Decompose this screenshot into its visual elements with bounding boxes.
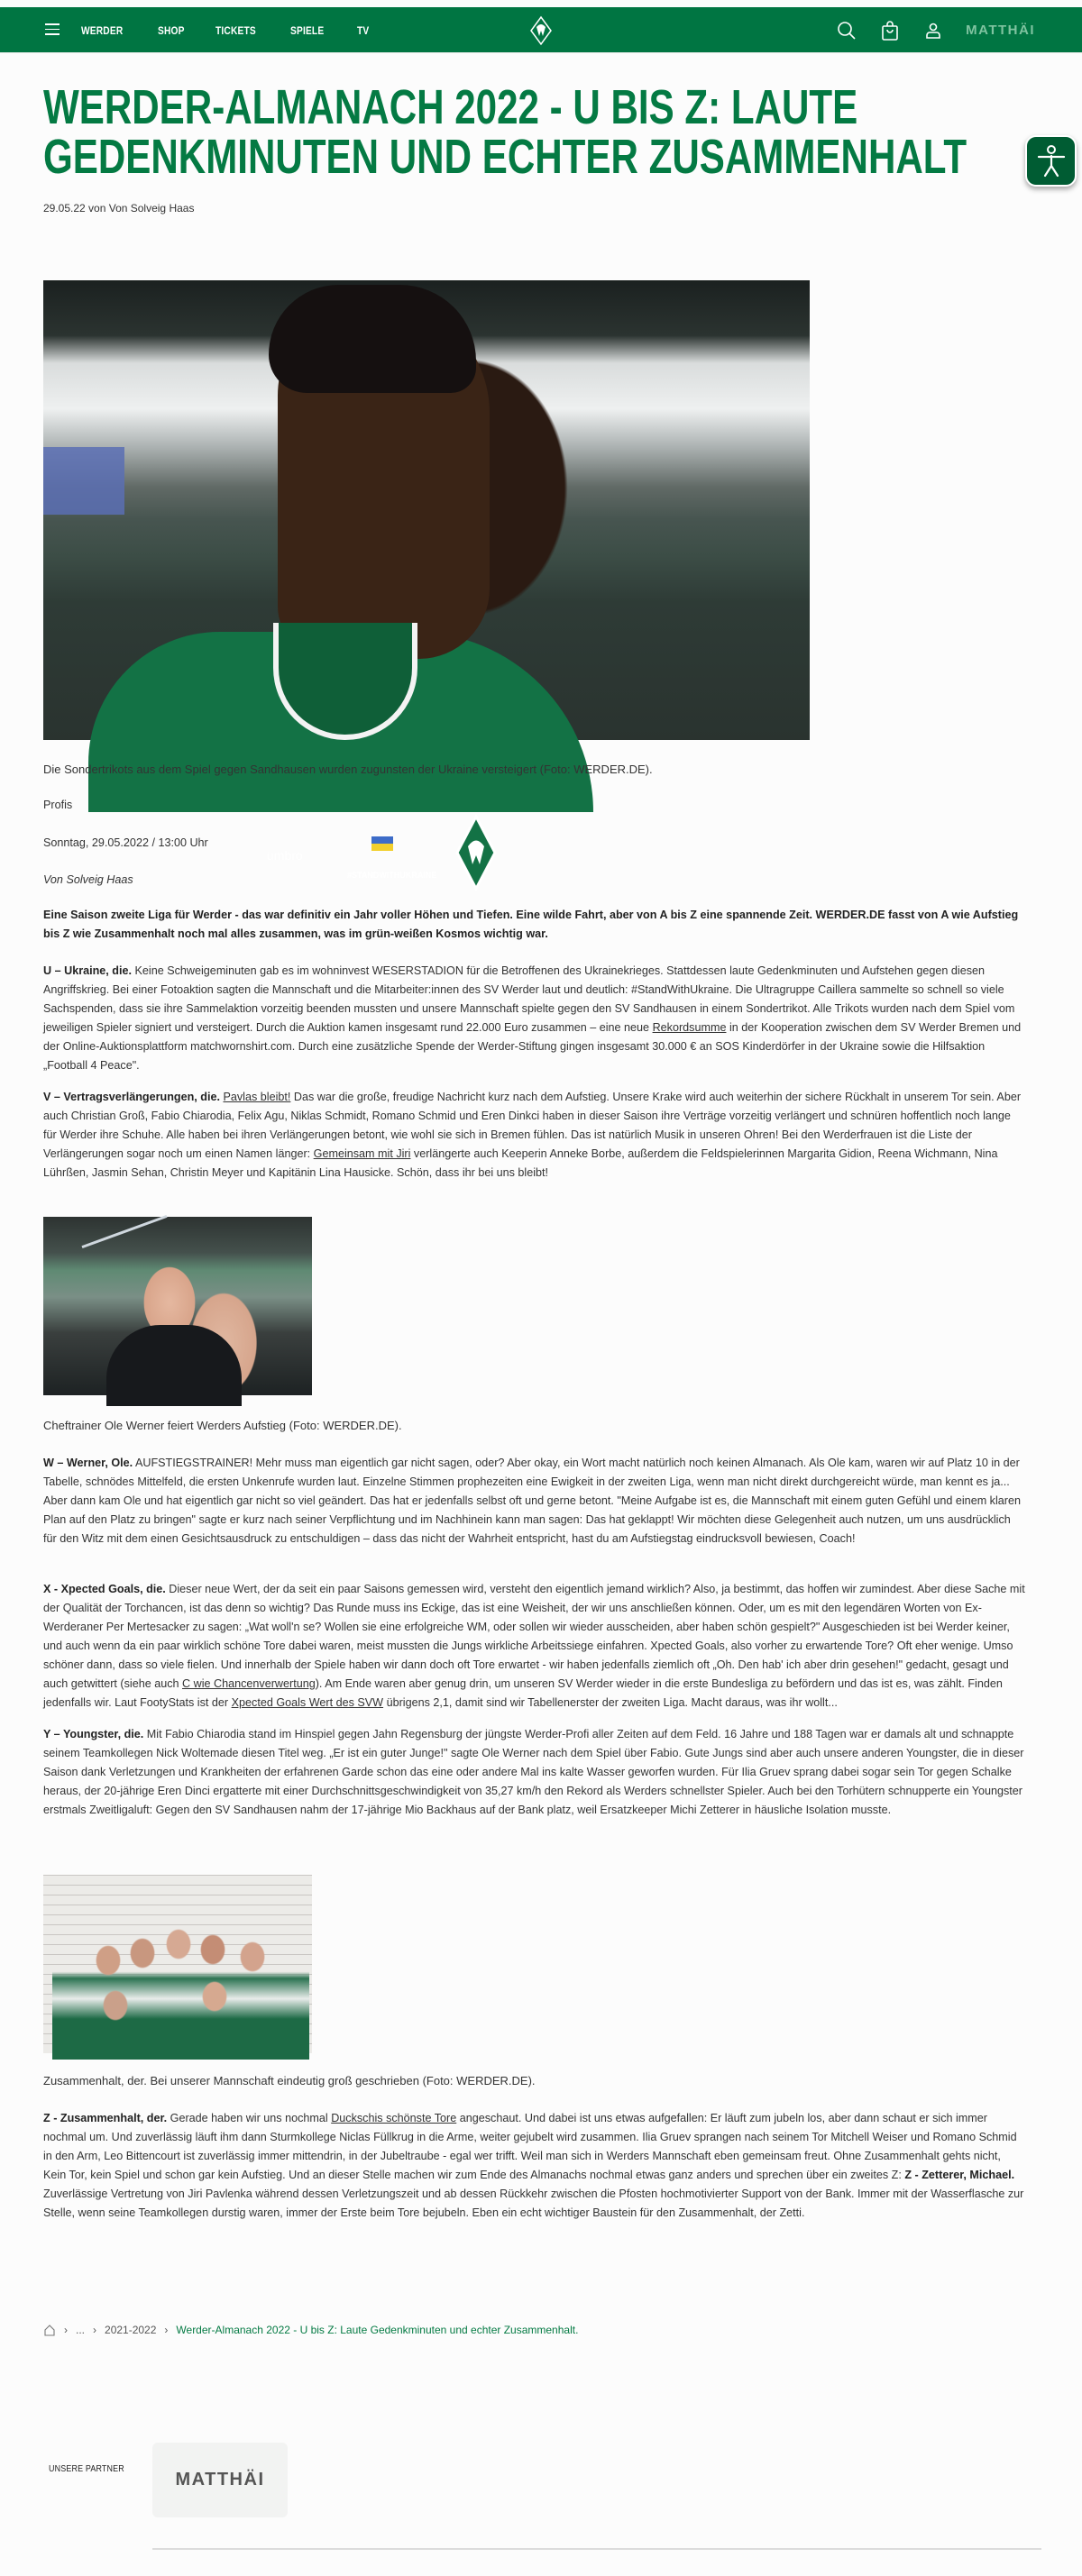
section-x: [43, 1580, 1026, 1713]
section-heading: V – Vertragsverlängerungen, die.: [43, 1091, 220, 1103]
stadium-roof: [82, 1215, 168, 1248]
title-line-2: GEDENKMINUTEN UND ECHTER ZUSAMMENHALT: [43, 130, 967, 184]
link-duckschis-tore[interactable]: Duckschis schönste Tore: [331, 2112, 457, 2124]
section-text: Keine Schweigeminuten gab es im wohninvest WESERSTADION für die Betroffenen des Ukrainekrieges. Stattdessen laute Gedenkminuten und Aufstehen gegen diesen Angriffskrieg. Bei einer Fotoaktion sagten die Mannschaft und die Mitarbeiter:innen des SV Werder laut und deutlich: #StandWithUkraine. Die Ultragruppe Caillera sammelte so schnell so viele Sachspenden, dass sie ihre Sammelaktion vorzeitig beenden mussten und unsere Mannschaft spielte gegen den SV Sandhausen in einem Sondertrikot. Alle Trikots wurden nach dem Spiel vom jeweiligen Spieler signiert und versteigert. Durch die Auktion kamen insgesamt rund 22.000 Euro zusammen – eine neue: [43, 964, 1015, 1034]
section-text: Zuverlässige Vertretung von Jiri Pavlenka während dessen Verletzungszeit und ab dessen Rückkehr zwischen die Pfosten hochmotivierter Support von der Bank. Immer mit der Wasserflasche zur Stelle, wenn seine Teamkollegen durstig waren, immer der Erste beim Tore bejubeln. Eben ein echt wichtiger Baustein für den Zusammenhalt, der Zetti.: [43, 2188, 1024, 2219]
top-navigation-bar: [0, 7, 1082, 53]
section-text: verlängerte auch Keeperin Anneke Borbe, außerdem die Feldspielerinnen Margarita Gidion, Reena Wichmann, Nina Lührßen, Jasmin Sehan, Christin Meyer und Kapitänin Lina Hausicke. Schön, dass ihr bei uns bleibt!: [43, 1147, 998, 1179]
shopping-bag-icon[interactable]: [879, 20, 901, 41]
coach-jacket: [106, 1325, 242, 1406]
breadcrumb-ellipsis[interactable]: ...: [76, 2324, 86, 2336]
chevron-right-icon: ›: [164, 2324, 169, 2336]
section-text: angeschaut. Und dabei ist uns etwas aufgefallen: Er läuft zum jubeln los, aber dann schaut er sich immer nochmal um. Und zuverlässig läuft ihm dann Sturmkollege Niclas Füllkrug in die Arme, weiter gejubelt wird zusammen. Ilia Gruev sprangen nach seinem Tor Mitchell Weiser und Romano Schmid in den Arm, Leo Bittencourt ist zuverlässig immer mittendrin, in der Jubeltraube - egal wer trifft. Weil man sich in Werders Mannschaft eben gemeinsam freut. Ohne Zusammenhalt gehts nicht, Kein Tor, kein Spiel und schon gar kein Aufstieg. Und an dieser Stelle machen wir zum Ende des Almanachs nochmal etwas ganz anders und sprechen über ein zweites Z:: [43, 2112, 1017, 2181]
section-u: [43, 962, 1026, 1075]
link-pavlas-bleibt[interactable]: Pavlas bleibt!: [223, 1091, 291, 1103]
section-y: [43, 1725, 1026, 1820]
section-heading: Z - Zusammenhalt, der.: [43, 2112, 168, 2124]
article-meta: 29.05.22 von Von Solveig Haas: [43, 202, 195, 215]
nav-shop[interactable]: SHOP: [157, 23, 185, 37]
article-author: Von Solveig Haas: [43, 873, 133, 886]
team-caption: Zusammenhalt, der. Bei unserer Mannschaft eindeutig groß geschrieben (Foto: WERDER.DE).: [43, 2074, 536, 2087]
team-group: [52, 1924, 309, 2060]
nav-tv[interactable]: TV: [356, 23, 370, 37]
werner-photo: [43, 1217, 312, 1395]
section-text: Das war die große, freudige Nachricht kurz nach dem Aufstieg. Unsere Krake wird auch weiterhin der sichere Rückhalt in unserem Tor sein. Aber auch Christian Groß, Fabio Chiarodia, Felix Agu, Niklas Schmidt, Romano Schmid und Eren Dinkci haben in dieser Saison ihre Verträge vorzeitig verlängert und schnüren hoffentlich noch lange für Werder ihre Schuhe. Alle haben bei ihren Verlängerungen betont, wie wohl sie sich in Bremen fühlen. Das ist natürlich Musik in unseren Ohren! Bei den Werderfrauen ist die Liste der Verlängerungen sogar noch um einen Namen länger:: [43, 1091, 1022, 1160]
breadcrumb-season[interactable]: 2021-2022: [105, 2324, 157, 2336]
article-category: Profis: [43, 799, 73, 811]
accessibility-button[interactable]: [1025, 135, 1077, 187]
team-photo: [43, 1875, 312, 2053]
partners-label: UNSERE PARTNER: [49, 2463, 124, 2474]
nav-spiele[interactable]: SPIELE: [290, 23, 325, 37]
accessibility-icon: [1036, 144, 1067, 178]
section-text: Dieser neue Wert, der da seit ein paar Saisons gemessen wird, versteht den eigentlich jemand wirklich? Also, ja bestimmt, das hoffen wir zumindest. Aber diese Sache mit der Qualität der Torchancen, ist das denn so wichtig? Das Runde muss ins Eckige, das ist eine Weisheit, der wir uns anschließen können. Oder, um es mit den legendären Worten von Ex-Werderaner Per Mertesacker zu sagen: „Wat woll'n se? Wollen sie eine erfolgreiche WM, oder sollen wir wieder ausscheiden, aber haben schön gespielt?" Ausgeschieden ist bei Werder keiner, und auch wenn da ein paar wirklich schöne Tore dabei waren, meist mussten die Jungs wirkliche Arbeitssiege einfahren. Xpected Goals, also vorher zu erwartende Tore? Oft eher wenige. Umso schöner dann, dass so viele fielen. Und innerhalb der Spiele haben wir dann doch oft Tore erwartet - wir haben jedenfalls ziemlich oft „Oh. Den hab' ich aber drin gesehen!" gedacht, gesagt und auch getwittert (siehe auch: [43, 1583, 1025, 1690]
link-xpected-goals[interactable]: Xpected Goals Wert des SVW: [231, 1696, 384, 1709]
section-heading-2: Z - Zetterer, Michael.: [904, 2169, 1015, 2181]
home-icon[interactable]: [43, 2324, 56, 2336]
section-heading: Y – Youngster, die.: [43, 1728, 144, 1740]
chevron-right-icon: ›: [93, 2324, 97, 2336]
main-nav: [81, 7, 399, 53]
partner-card-matthaei[interactable]: [152, 2443, 288, 2517]
link-gemeinsam-mit-jiri[interactable]: Gemeinsam mit Jiri: [313, 1147, 411, 1160]
stadium-banner: [43, 447, 124, 515]
header-actions: [836, 7, 1082, 53]
chevron-right-icon: ›: [64, 2324, 68, 2336]
nav-tickets[interactable]: TICKETS: [215, 23, 257, 37]
article-date: Sonntag, 29.05.2022 / 13:00 Uhr: [43, 836, 208, 849]
menu-icon[interactable]: [45, 23, 60, 36]
section-text: AUFSTIEGSTRAINER! Mehr muss man eigentlich gar nicht sagen, oder? Aber okay, ein Wort macht natürlich noch keinen Almanach. Als Ole kam, waren wir auf Platz 10 in der Tabelle, schnödes Mittelfeld, die ersten Unkenrufe wurden laut. Einzelne Stimmen prophezeiten eine Ewigkeit in der zweiten Liga, wenn man nicht direkt durchgereicht würde, man kennt es ja... Aber dann kam Ole und hat eigentlich gar nicht so viel geändert. Das hat er jedenfalls selbst oft und gerne betont. "Meine Aufgabe ist es, die Mannschaft mit einem guten Gefühl und einem klaren Plan auf den Platz zu bringen" sagte er kurz nach seiner Verpflichtung und im Nachhinein kann man sagen: Das hat geklappt! Wir möchten diese Gelegenheit auch nutzen, um uns ausdrücklich für den Witz mit dem einen Gesichtsausdruck zu entschuldigen – dass das nicht der Wahrheit entspricht, hast du am Aufstiegstag eindrucksvoll bewiesen, Coach!: [43, 1457, 1021, 1545]
link-rekordsumme[interactable]: Rekordsumme: [652, 1021, 727, 1034]
section-z: [43, 2109, 1026, 2223]
section-text: in der Kooperation zwischen dem SV Werder Bremen und der Online-Auktionsplattform matchwornshirt.com. Durch eine zusätzliche Spende der Werder-Stiftung gingen insgesamt 30.000 € an SOS Kinderdörfer in der Ukraine sowie die Hilfsaktion „Football 4 Peace".: [43, 1021, 1022, 1072]
section-text: ). Am Ende waren aber genug drin, um unseren SV Werder wieder in die erste Bundesliga zu befördern und das ist es, was zählt. Finden jedenfalls wir. Laut FootyStats ist der: [43, 1677, 1003, 1709]
page-title: [43, 80, 1000, 184]
partner-brand-logo[interactable]: MATTHÄI: [966, 23, 1035, 38]
section-text: Mit Fabio Chiarodia stand im Hinspiel gegen Jahn Regensburg der jüngste Werder-Profi aller Zeiten auf dem Feld. 16 Jahre und 188 Tagen war er damals alt und schnappte seinem Teamkollegen Nick Woltemade diesen Titel weg. „Er ist ein guter Junge!" sagte Ole Werner nach dem Spiel über Fabio. Gute Jungs sind aber auch unsere anderen Youngster, die in dieser Saison dank Verletzungen und Krankheiten der erfahrenen Garde schon das eine oder andere Mal ins kalte Wasser geworfen wurden. Für Ilia Gruev sprang dabei sogar sein Tor gegen Schalke heraus, der 20-jährige Eren Dinci ergatterte mit einer Durchschnittsgeschwindigkeit von 35,27 km/h den Rekord als Werders schnellster Spieler. Auch bei den Torhütern schnupperte ein Youngster erstmals Zweitligaluft: Gegen den SV Sandhausen nahm der 17-jährige Mio Backhaus auf der Bank platz, weil Ersatzkeeper Michi Zetterer in häusliche Isolation musste.: [43, 1728, 1024, 1816]
breadcrumb: [43, 2324, 578, 2336]
article-lead: Eine Saison zweite Liga für Werder - das war definitiv ein Jahr voller Höhen und Tiefen. Eine wilde Fahrt, aber von A bis Z eine spannende Zeit. WERDER.DE fasst von A wie Aufstieg bis Z wie Zusammenhalt noch mal alles zusammen, was im grün-weißen Kosmos wichtig war.: [43, 909, 1019, 940]
user-icon[interactable]: [922, 20, 944, 41]
section-text: Gerade haben wir uns nochmal: [167, 2112, 332, 2124]
search-icon[interactable]: [836, 20, 857, 41]
link-chancenverwertung[interactable]: C wie Chancenverwertung: [182, 1677, 316, 1690]
section-w: [43, 1454, 1026, 1548]
partner-logo: MATTHÄI: [175, 2470, 265, 2489]
player-hair: [269, 285, 476, 393]
section-v: [43, 1088, 1026, 1183]
section-heading: W – Werner, Ole.: [43, 1457, 133, 1469]
hero-caption: Die Sondertrikots aus dem Spiel gegen Sandhausen wurden zugunsten der Ukraine versteigert (Foto: WERDER.DE).: [43, 763, 653, 776]
sponsor-logo: umbro: [267, 848, 303, 863]
divider: [152, 2548, 1041, 2550]
werder-logo[interactable]: [530, 16, 552, 45]
section-heading: X - Xpected Goals, die.: [43, 1583, 166, 1595]
nav-werder[interactable]: WERDER: [81, 23, 124, 37]
section-heading: U – Ukraine, die.: [43, 964, 132, 977]
title-line-1: WERDER-ALMANACH 2022 - U BIS Z: LAUTE: [43, 80, 858, 134]
jersey-text: #STANDWITHUKRAINE: [347, 871, 437, 880]
breadcrumb-current: Werder-Almanach 2022 - U bis Z: Laute Gedenkminuten und echter Zusammenhalt.: [176, 2324, 579, 2336]
section-text: übrigens 2,1, damit sind wir Tabellenerster der zweiten Liga. Macht daraus, was ihr wollt...: [383, 1696, 838, 1709]
werner-caption: Cheftrainer Ole Werner feiert Werders Aufstieg (Foto: WERDER.DE).: [43, 1419, 402, 1432]
